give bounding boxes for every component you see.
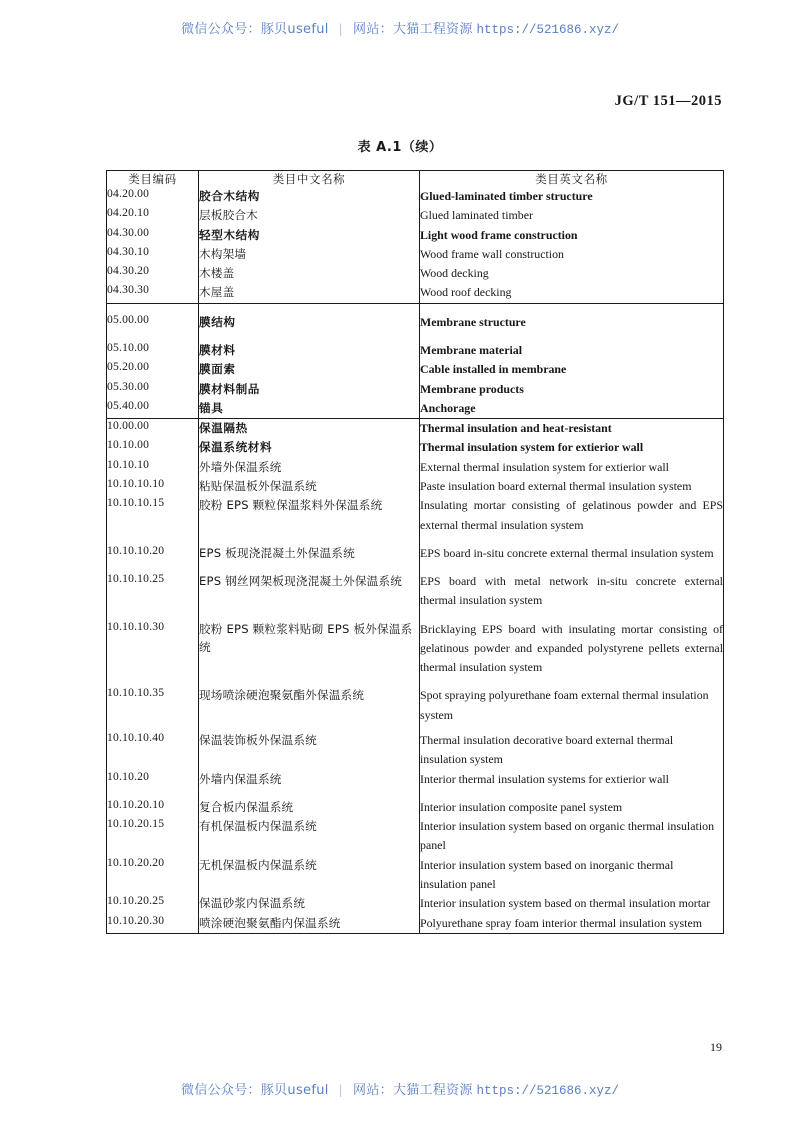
table-caption: 表 A.1（续） <box>357 140 443 155</box>
cell-category-code: 10.10.20.30 <box>107 914 199 934</box>
table-row <box>107 677 724 725</box>
cell-english-name: Wood frame wall construction <box>420 245 724 264</box>
cell-english-name: Paste insulation board external thermal insulation system <box>420 477 724 496</box>
cell-category-code: 10.00.00 <box>107 419 199 439</box>
cell-chinese-name: 外墙外保温系统 <box>199 458 420 477</box>
watermark-wechat-label: 微信公众号：豚贝useful <box>181 22 329 37</box>
table-row <box>107 894 724 913</box>
table-row <box>107 817 724 856</box>
cell-english-name: Bricklaying EPS board with insulating mortar consisting of gelatinous powder and expanded polystyrene pellets external thermal insulation system <box>420 611 724 678</box>
cell-chinese-name: 保温砂浆内保温系统 <box>199 894 420 913</box>
cell-chinese-name: 膜面索 <box>199 360 420 379</box>
cell-category-code: 10.10.10.25 <box>107 563 199 611</box>
cell-chinese-name: 现场喷涂硬泡聚氨酯外保温系统 <box>199 677 420 725</box>
cell-category-code: 10.10.10.30 <box>107 611 199 678</box>
table-row <box>107 458 724 477</box>
cell-english-name: Glued-laminated timber structure <box>420 187 724 206</box>
cell-english-name: Thermal insulation system for extierior wall <box>420 438 724 457</box>
table-row <box>107 563 724 611</box>
table-body <box>107 187 724 933</box>
cell-chinese-name: 保温装饰板外保温系统 <box>199 725 420 770</box>
cell-english-name: External thermal insulation system for extierior wall <box>420 458 724 477</box>
cell-chinese-name: 膜材料制品 <box>199 380 420 399</box>
cell-category-code: 05.10.00 <box>107 332 199 360</box>
cell-chinese-name: 轻型木结构 <box>199 226 420 245</box>
catalog-table <box>106 170 724 934</box>
cell-category-code: 10.10.10.40 <box>107 725 199 770</box>
table-row <box>107 496 724 535</box>
watermark-separator: | <box>339 1082 343 1097</box>
cell-category-code: 04.30.10 <box>107 245 199 264</box>
table-header-row <box>107 171 724 188</box>
watermark-url: https://521686.xyz/ <box>476 1084 619 1098</box>
cell-category-code: 10.10.20.25 <box>107 894 199 913</box>
cell-category-code: 04.20.00 <box>107 187 199 206</box>
cell-english-name: Insulating mortar consisting of gelatinous powder and EPS external thermal insulation system <box>420 496 724 535</box>
table-row <box>107 856 724 895</box>
cell-english-name: Interior insulation composite panel system <box>420 789 724 817</box>
table-row <box>107 419 724 439</box>
table-row <box>107 187 724 206</box>
cell-english-name: Interior insulation system based on organic thermal insulation panel <box>420 817 724 856</box>
cell-chinese-name: EPS 板现浇混凝土外保温系统 <box>199 535 420 563</box>
watermark-url: https://521686.xyz/ <box>476 23 619 37</box>
cell-chinese-name: 外墙内保温系统 <box>199 770 420 789</box>
cell-chinese-name: 膜结构 <box>199 303 420 332</box>
cell-english-name: Membrane products <box>420 380 724 399</box>
cell-category-code: 10.10.10.15 <box>107 496 199 535</box>
cell-english-name: Thermal insulation decorative board external thermal insulation system <box>420 725 724 770</box>
page-number: 19 <box>710 1040 722 1054</box>
table-row <box>107 477 724 496</box>
cell-english-name: Membrane structure <box>420 303 724 332</box>
watermark-site-label: 网站：大猫工程资源 <box>353 1083 473 1098</box>
cell-category-code: 10.10.10.20 <box>107 535 199 563</box>
cell-category-code: 05.40.00 <box>107 399 199 419</box>
cell-category-code: 05.00.00 <box>107 303 199 332</box>
watermark-wechat-label: 微信公众号：豚贝useful <box>181 1083 329 1098</box>
standard-number: JG/T 151—2015 <box>614 93 722 109</box>
cell-chinese-name: 木楼盖 <box>199 264 420 283</box>
table-row <box>107 725 724 770</box>
table-row <box>107 332 724 360</box>
column-header-chinese-name: 类目中文名称 <box>199 171 420 188</box>
cell-english-name: EPS board with metal network in-situ concrete external thermal insulation system <box>420 563 724 611</box>
cell-chinese-name: 有机保温板内保温系统 <box>199 817 420 856</box>
table-row <box>107 611 724 678</box>
table-row <box>107 770 724 789</box>
table-row <box>107 264 724 283</box>
cell-category-code: 10.10.10.10 <box>107 477 199 496</box>
cell-category-code: 10.10.10.35 <box>107 677 199 725</box>
cell-english-name: Membrane material <box>420 332 724 360</box>
catalog-table-container <box>106 170 723 934</box>
cell-chinese-name: 胶粉 EPS 颗粒浆料贴砌 EPS 板外保温系统 <box>199 611 420 678</box>
watermark-footer <box>0 1079 800 1098</box>
table-row <box>107 914 724 934</box>
cell-chinese-name: 层板胶合木 <box>199 206 420 225</box>
cell-category-code: 04.30.00 <box>107 226 199 245</box>
cell-chinese-name: 锚具 <box>199 399 420 419</box>
cell-chinese-name: 保温系统材料 <box>199 438 420 457</box>
cell-english-name: Spot spraying polyurethane foam external thermal insulation system <box>420 677 724 725</box>
cell-category-code: 10.10.20.10 <box>107 789 199 817</box>
cell-english-name: Interior thermal insulation systems for extierior wall <box>420 770 724 789</box>
cell-category-code: 10.10.20 <box>107 770 199 789</box>
cell-category-code: 05.30.00 <box>107 380 199 399</box>
cell-english-name: Cable installed in membrane <box>420 360 724 379</box>
cell-chinese-name: 保温隔热 <box>199 419 420 439</box>
cell-category-code: 04.30.20 <box>107 264 199 283</box>
cell-category-code: 10.10.20.20 <box>107 856 199 895</box>
cell-category-code: 10.10.10 <box>107 458 199 477</box>
watermark-header <box>0 18 800 37</box>
cell-category-code: 04.20.10 <box>107 206 199 225</box>
cell-english-name: Thermal insulation and heat-resistant <box>420 419 724 439</box>
table-row <box>107 789 724 817</box>
cell-chinese-name: 木屋盖 <box>199 283 420 303</box>
cell-english-name: Wood roof decking <box>420 283 724 303</box>
cell-english-name: Wood decking <box>420 264 724 283</box>
table-row <box>107 206 724 225</box>
cell-chinese-name: EPS 钢丝网架板现浇混凝土外保温系统 <box>199 563 420 611</box>
cell-chinese-name: 无机保温板内保温系统 <box>199 856 420 895</box>
table-row <box>107 438 724 457</box>
watermark-site-label: 网站：大猫工程资源 <box>353 22 473 37</box>
cell-chinese-name: 粘贴保温板外保温系统 <box>199 477 420 496</box>
cell-category-code: 04.30.30 <box>107 283 199 303</box>
cell-english-name: Interior insulation system based on inorganic thermal insulation panel <box>420 856 724 895</box>
cell-chinese-name: 复合板内保温系统 <box>199 789 420 817</box>
cell-english-name: Glued laminated timber <box>420 206 724 225</box>
table-row <box>107 380 724 399</box>
cell-english-name: Interior insulation system based on thermal insulation mortar <box>420 894 724 913</box>
column-header-code: 类目编码 <box>107 171 199 188</box>
table-row <box>107 399 724 419</box>
cell-category-code: 10.10.20.15 <box>107 817 199 856</box>
cell-english-name: Light wood frame construction <box>420 226 724 245</box>
cell-english-name: Anchorage <box>420 399 724 419</box>
cell-english-name: EPS board in-situ concrete external thermal insulation system <box>420 535 724 563</box>
table-row <box>107 226 724 245</box>
cell-chinese-name: 喷涂硬泡聚氨酯内保温系统 <box>199 914 420 934</box>
cell-chinese-name: 膜材料 <box>199 332 420 360</box>
watermark-separator: | <box>339 21 343 36</box>
table-header <box>107 171 724 188</box>
table-row <box>107 535 724 563</box>
column-header-english-name: 类目英文名称 <box>420 171 724 188</box>
cell-category-code: 10.10.00 <box>107 438 199 457</box>
table-row <box>107 245 724 264</box>
cell-category-code: 05.20.00 <box>107 360 199 379</box>
cell-chinese-name: 胶粉 EPS 颗粒保温浆料外保温系统 <box>199 496 420 535</box>
table-row <box>107 283 724 303</box>
cell-english-name: Polyurethane spray foam interior thermal insulation system <box>420 914 724 934</box>
cell-chinese-name: 木构架墙 <box>199 245 420 264</box>
table-row <box>107 303 724 332</box>
table-row <box>107 360 724 379</box>
cell-chinese-name: 胶合木结构 <box>199 187 420 206</box>
